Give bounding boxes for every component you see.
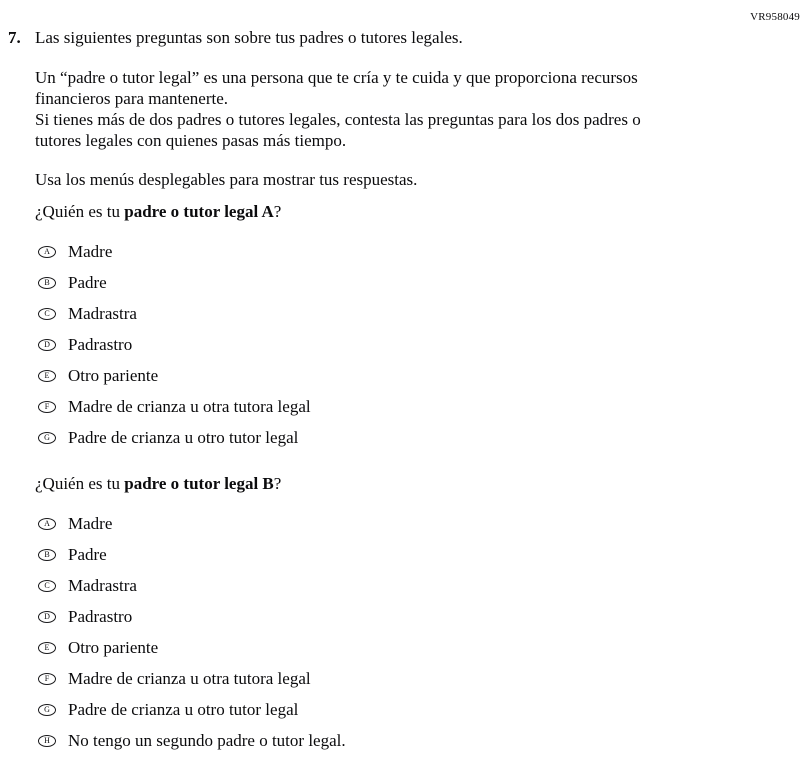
question-b-suffix: ? [273, 474, 282, 493]
option-label: Madrastra [68, 575, 137, 595]
paragraph-line: Si tienes más de dos padres o tutores legales, contesta las preguntas para los dos padres o [35, 110, 641, 129]
option-bubble-icon[interactable]: E [38, 370, 56, 382]
dropdown-instruction: Usa los menús desplegables para mostrar tus respuestas. [35, 170, 418, 189]
option-label: Otro pariente [68, 637, 159, 657]
option-bubble-icon[interactable]: C [38, 308, 56, 320]
option-bubble-icon[interactable]: D [38, 339, 56, 351]
paragraph-line: Un “padre o tutor legal” es una persona que te cría y te cuida y que proporciona recursos [35, 68, 638, 87]
option-label: Madre de crianza u otra tutora legal [68, 396, 311, 416]
option-b-no-segundo[interactable] [38, 725, 788, 756]
question-b-bold: padre o tutor legal B [124, 474, 274, 493]
option-bubble-icon[interactable]: B [38, 277, 56, 289]
question-body [35, 67, 788, 756]
option-b-madre[interactable] [38, 508, 788, 539]
option-label: Madrastra [68, 303, 137, 323]
option-label: No tengo un segundo padre o tutor legal. [68, 730, 346, 750]
option-a-madre-crianza[interactable] [38, 391, 788, 422]
option-b-padre-crianza[interactable] [38, 694, 788, 725]
question-b-prefix: ¿Quién es tu [35, 474, 125, 493]
question-a-block [35, 202, 788, 453]
option-bubble-icon[interactable]: D [38, 611, 56, 623]
option-bubble-icon[interactable]: G [38, 432, 56, 444]
question-a-bold: padre o tutor legal A [124, 202, 274, 221]
option-b-otro-pariente[interactable] [38, 632, 788, 663]
option-a-otro-pariente[interactable] [38, 360, 788, 391]
option-a-padre[interactable] [38, 267, 788, 298]
question-intro: Las siguientes preguntas son sobre tus padres o tutores legales. [35, 28, 463, 47]
option-label: Madre [68, 241, 113, 261]
option-b-padre[interactable] [38, 539, 788, 570]
option-label: Padre de crianza u otro tutor legal [68, 699, 299, 719]
option-b-madre-crianza[interactable] [38, 663, 788, 694]
question-a-suffix: ? [273, 202, 282, 221]
option-label: Madre de crianza u otra tutora legal [68, 668, 311, 688]
option-bubble-icon[interactable]: F [38, 673, 56, 685]
option-label: Madre [68, 513, 113, 533]
option-bubble-icon[interactable]: B [38, 549, 56, 561]
option-label: Padre de crianza u otro tutor legal [68, 427, 299, 447]
option-bubble-icon[interactable]: F [38, 401, 56, 413]
option-bubble-icon[interactable]: A [38, 246, 56, 258]
question-b-heading [35, 474, 788, 494]
question-a-prefix: ¿Quién es tu [35, 202, 125, 221]
paragraph-line: tutores legales con quienes pasas más tiempo. [35, 131, 347, 150]
option-a-madre[interactable] [38, 236, 788, 267]
option-bubble-icon[interactable]: C [38, 580, 56, 592]
option-label: Padrastro [68, 606, 133, 626]
option-a-madrastra[interactable] [38, 298, 788, 329]
question-b-block [35, 474, 788, 756]
option-a-padre-crianza[interactable] [38, 422, 788, 453]
option-bubble-icon[interactable]: E [38, 642, 56, 654]
questionnaire-page [8, 28, 788, 756]
question-7-intro-row [8, 28, 788, 48]
question-number: 7. [8, 28, 21, 47]
option-b-madrastra[interactable] [38, 570, 788, 601]
option-label: Otro pariente [68, 365, 159, 385]
option-b-padrastro[interactable] [38, 601, 788, 632]
option-label: Padrastro [68, 334, 133, 354]
option-bubble-icon[interactable]: H [38, 735, 56, 747]
paragraph-line: financieros para mantenerte. [35, 89, 229, 108]
option-bubble-icon[interactable]: A [38, 518, 56, 530]
form-code: VR958049 [750, 11, 800, 23]
option-label: Padre [68, 544, 107, 564]
question-a-heading [35, 202, 788, 222]
option-a-padrastro[interactable] [38, 329, 788, 360]
option-bubble-icon[interactable]: G [38, 704, 56, 716]
option-label: Padre [68, 272, 107, 292]
definition-paragraph [35, 67, 788, 151]
